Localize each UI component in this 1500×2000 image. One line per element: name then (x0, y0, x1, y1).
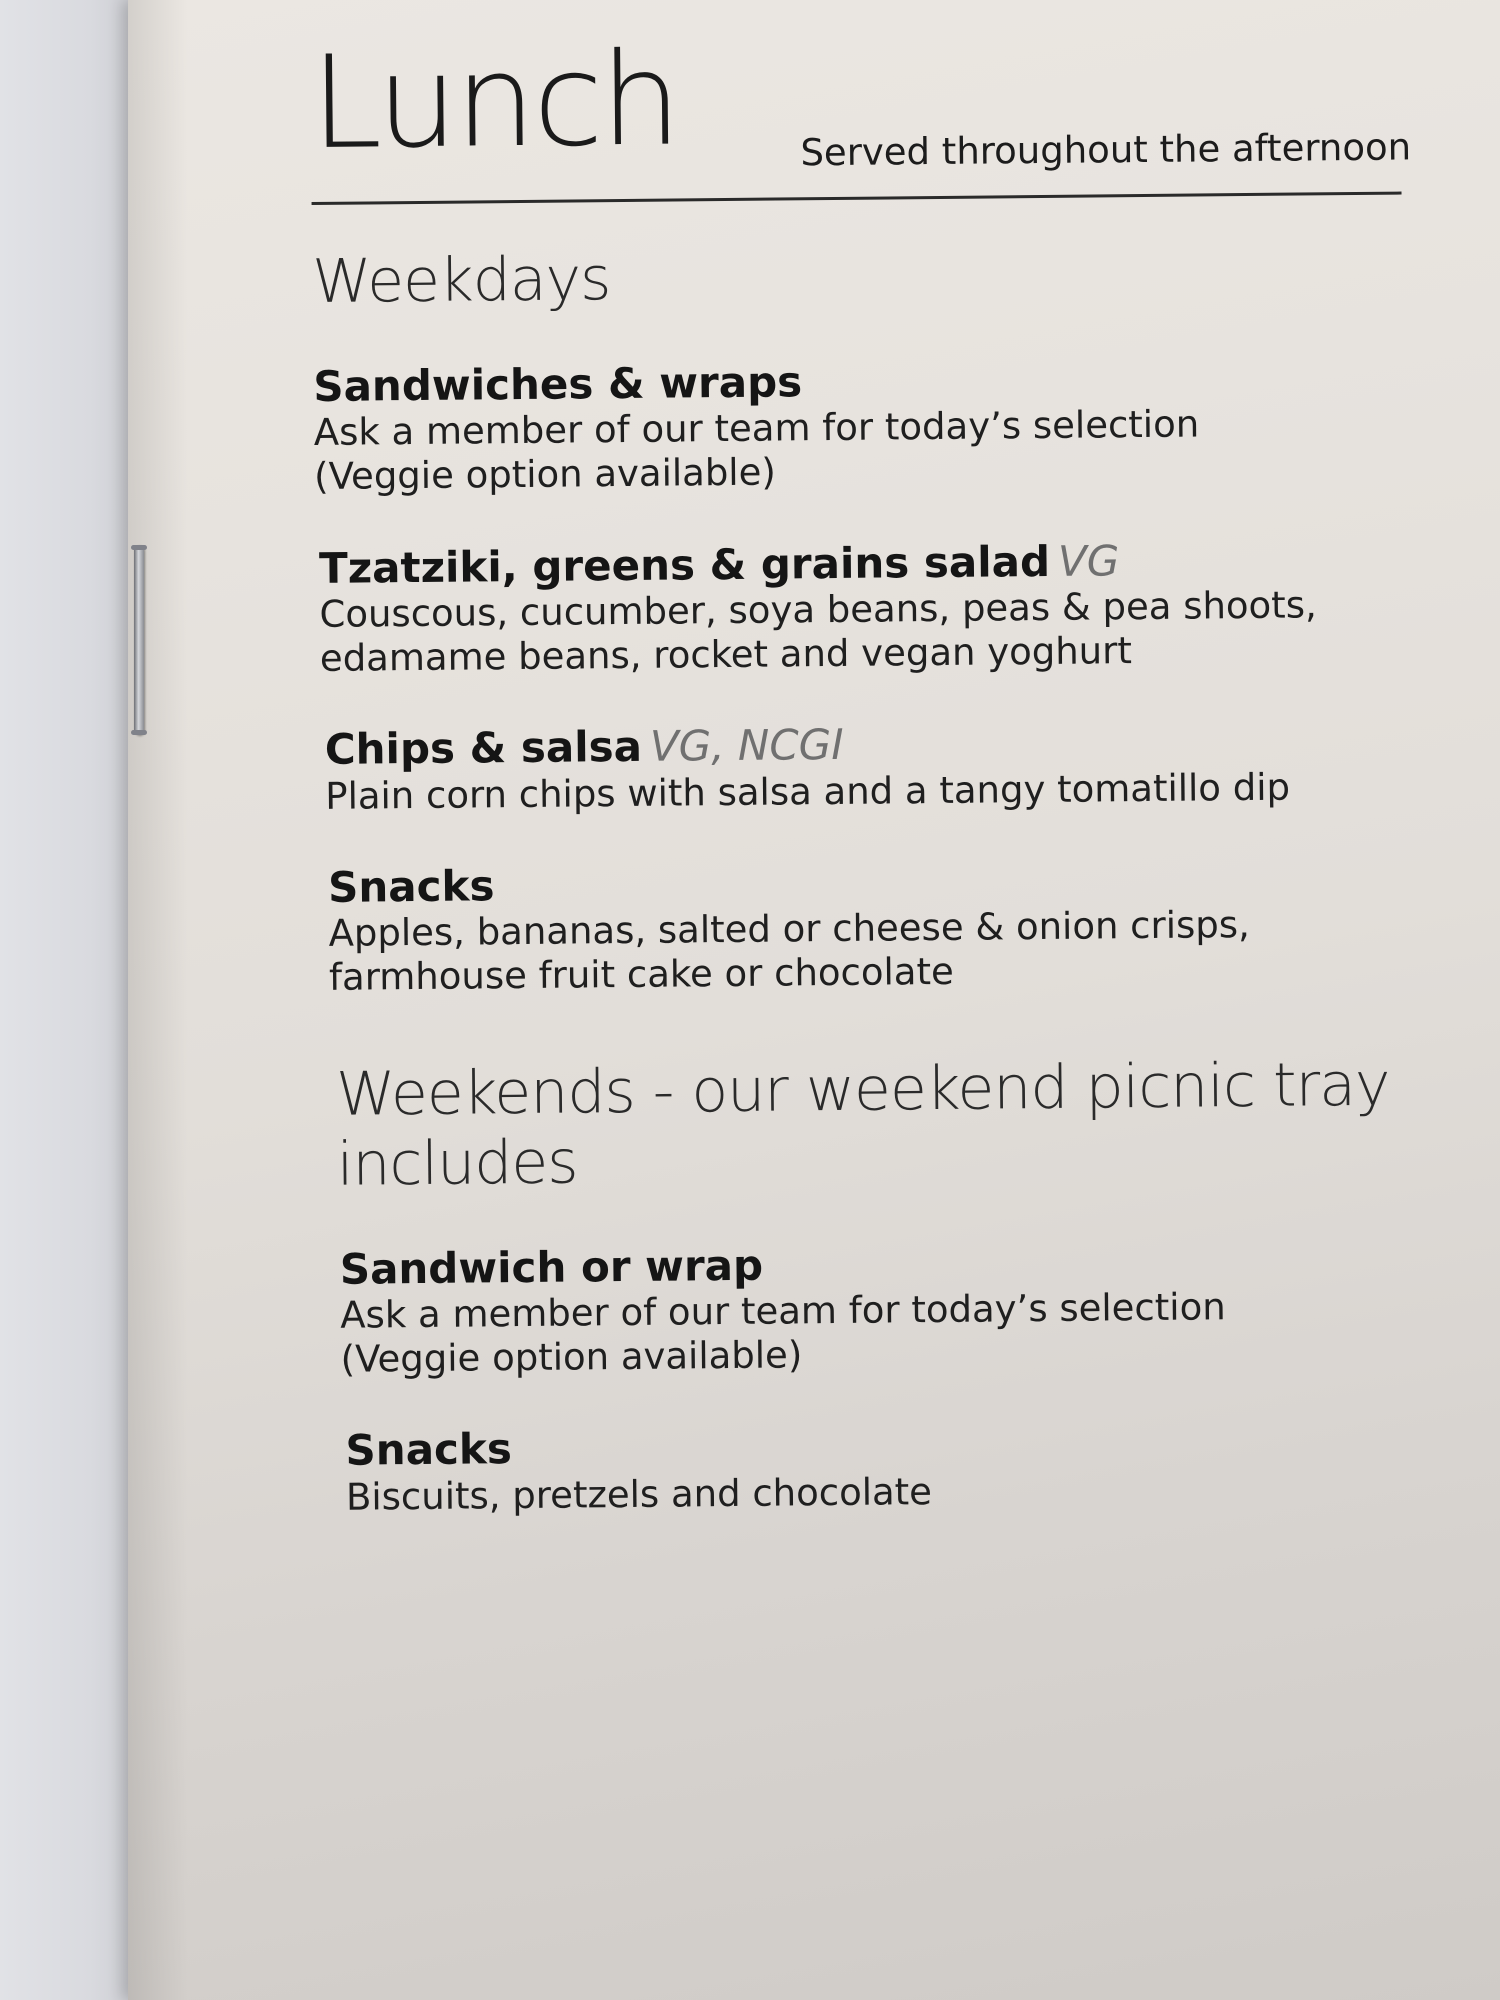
menu-item (319, 534, 1426, 680)
weekdays-heading: Weekdays (311, 244, 611, 317)
menu-item-description: farmhouse fruit cake or chocolate (328, 949, 954, 999)
menu-item (313, 352, 1424, 498)
page-title: Lunch (309, 25, 680, 178)
menu-item-title: Snacks (327, 861, 495, 913)
menu-item-description: Ask a member of our team for today’s selection (313, 402, 1200, 455)
menu-item-description: Couscous, cucumber, soya beans, peas & pea shoots, (319, 583, 1317, 636)
menu-item-title: Snacks (345, 1424, 513, 1476)
menu-item (325, 716, 1428, 819)
spine-shadow (128, 0, 188, 2000)
menu-content (309, 25, 1434, 1519)
menu-item-title: Sandwich or wrap (339, 1240, 764, 1294)
menu-item (340, 1235, 1433, 1381)
menu-item (345, 1417, 1434, 1519)
header-divider (312, 192, 1402, 205)
menu-item-title: Chips & salsa (324, 722, 643, 775)
menu-item (328, 853, 1429, 999)
dietary-tag: VG, NCGI (649, 720, 844, 771)
weekend-items (340, 1235, 1435, 1519)
menu-item-description: Ask a member of our team for today’s selection (340, 1285, 1226, 1337)
menu-item-description: (Veggie option available) (313, 450, 776, 498)
menu-item-title: Tzatziki, greens & grains salad (318, 536, 1051, 593)
weekends-heading: Weekends - our weekend picnic tray includes (335, 1049, 1390, 1200)
dietary-tag: VG (1057, 535, 1120, 586)
page-subtitle: Served throughout the afternoon (800, 125, 1412, 175)
menu-item-description: Biscuits, pretzels and chocolate (345, 1469, 933, 1519)
menu-item-title: Sandwiches & wraps (313, 357, 803, 411)
menu-item-description: edamame beans, rocket and vegan yoghurt (319, 628, 1133, 680)
menu-item-description: (Veggie option available) (340, 1333, 803, 1381)
menu-item-description: Apples, bananas, salted or cheese & onion crisps, (328, 903, 1251, 956)
staple (134, 545, 144, 735)
menu-item-description: Plain corn chips with salsa and a tangy tomatillo dip (325, 765, 1291, 818)
